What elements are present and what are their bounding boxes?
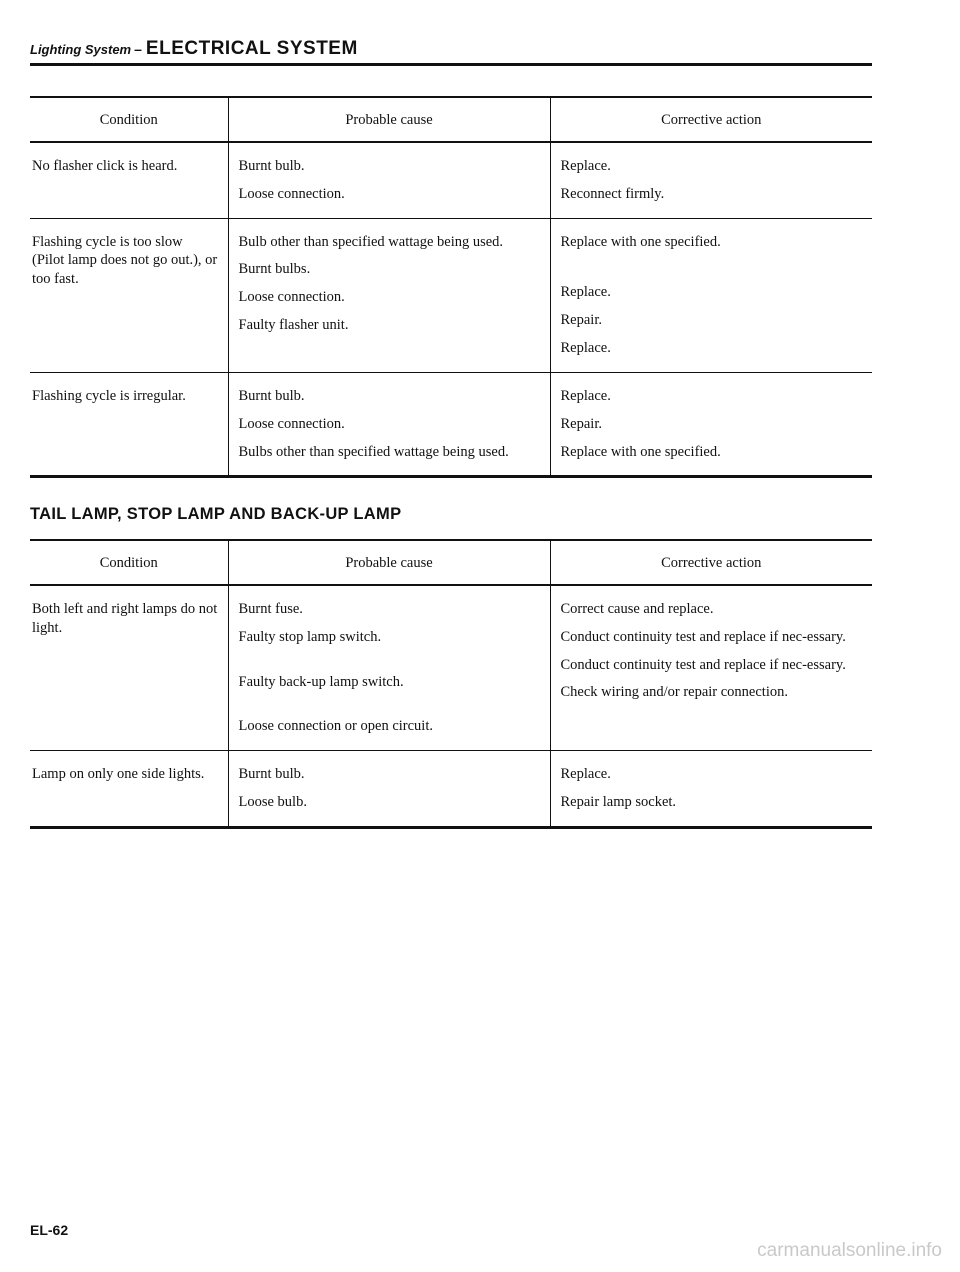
cause-item: Loose connection. — [238, 289, 345, 306]
tail-stop-backup-lamp-troubleshooting-table — [30, 539, 872, 829]
action-item: Replace. — [560, 340, 611, 357]
section-heading-tail-stop-backup-lamp: TAIL LAMP, STOP LAMP AND BACK-UP LAMP — [30, 505, 402, 523]
condition-cell — [30, 585, 228, 751]
column-header-probable-cause: Probable cause — [228, 540, 550, 585]
action-item: Replace. — [560, 766, 611, 783]
action-cell — [550, 751, 872, 828]
cause-item: Burnt fuse. — [238, 600, 303, 617]
header-dash: – — [134, 41, 142, 57]
action-cell — [550, 142, 872, 218]
cause-item: Faulty flasher unit. — [238, 317, 349, 334]
condition-text: Flashing cycle is too slow (Pilot lamp does not go out.), or too fast. — [32, 233, 218, 288]
action-item: Replace. — [560, 157, 611, 174]
cause-item: Loose bulb. — [238, 794, 307, 811]
action-cell — [550, 585, 872, 751]
table-row — [30, 218, 872, 372]
page-title: ELECTRICAL SYSTEM — [145, 38, 358, 59]
table-header-row — [30, 540, 872, 585]
condition-text: Lamp on only one side lights. — [32, 766, 205, 783]
table-row — [30, 751, 872, 828]
action-cell — [550, 372, 872, 477]
action-item: Repair. — [560, 415, 602, 432]
section-name: Lighting System — [30, 42, 132, 57]
condition-cell — [30, 142, 228, 218]
action-item: Replace. — [560, 387, 611, 404]
cause-item: Bulbs other than specified wattage being used. — [238, 443, 509, 460]
action-item: Reconnect firmly. — [560, 185, 665, 202]
cause-cell — [228, 218, 550, 372]
cause-item: Loose connection. — [238, 185, 345, 202]
page-header — [30, 38, 872, 66]
action-item: Repair. — [560, 312, 602, 329]
watermark: carmanualsonline.info — [757, 1240, 942, 1261]
page-number: EL-62 — [30, 1222, 69, 1238]
column-header-condition: Condition — [99, 112, 158, 128]
cause-item: Loose connection. — [238, 415, 345, 432]
table-header-row — [30, 97, 872, 142]
action-item: Replace with one specified. — [560, 233, 721, 250]
cause-item: Burnt bulb. — [238, 387, 305, 404]
condition-text: No flasher click is heard. — [32, 157, 178, 174]
condition-cell — [30, 218, 228, 372]
action-cell — [550, 218, 872, 372]
cause-item: Bulb other than specified wattage being used. — [238, 233, 504, 250]
condition-cell — [30, 372, 228, 477]
action-item: Check wiring and/or repair connection. — [560, 684, 788, 701]
cause-item: Burnt bulb. — [238, 157, 305, 174]
table-row — [30, 142, 872, 218]
column-header-corrective-action: Corrective action — [550, 540, 872, 585]
action-item: Conduct continuity test and replace if nec-essary. — [560, 656, 846, 673]
action-item: Replace. — [560, 284, 611, 301]
action-item: Correct cause and replace. — [560, 600, 714, 617]
cause-cell — [228, 142, 550, 218]
action-item: Conduct continuity test and replace if nec-essary. — [560, 628, 846, 645]
cause-cell — [228, 751, 550, 828]
condition-cell — [30, 751, 228, 828]
cause-item: Faulty stop lamp switch. — [238, 628, 382, 645]
column-header-corrective-action: Corrective action — [550, 97, 872, 142]
table-row — [30, 372, 872, 477]
cause-item: Burnt bulbs. — [238, 261, 311, 278]
cause-item: Burnt bulb. — [238, 766, 305, 783]
action-item: Replace with one specified. — [560, 443, 721, 460]
table-row — [30, 585, 872, 751]
cause-cell — [228, 372, 550, 477]
turn-signal-troubleshooting-table — [30, 96, 872, 478]
column-header-probable-cause: Probable cause — [228, 97, 550, 142]
condition-text: Both left and right lamps do not light. — [32, 600, 218, 636]
cause-item: Loose connection or open circuit. — [238, 718, 433, 735]
column-header-condition: Condition — [99, 555, 158, 571]
cause-item: Faulty back-up lamp switch. — [238, 673, 404, 690]
action-item: Repair lamp socket. — [560, 794, 677, 811]
cause-cell — [228, 585, 550, 751]
condition-text: Flashing cycle is irregular. — [32, 387, 186, 404]
